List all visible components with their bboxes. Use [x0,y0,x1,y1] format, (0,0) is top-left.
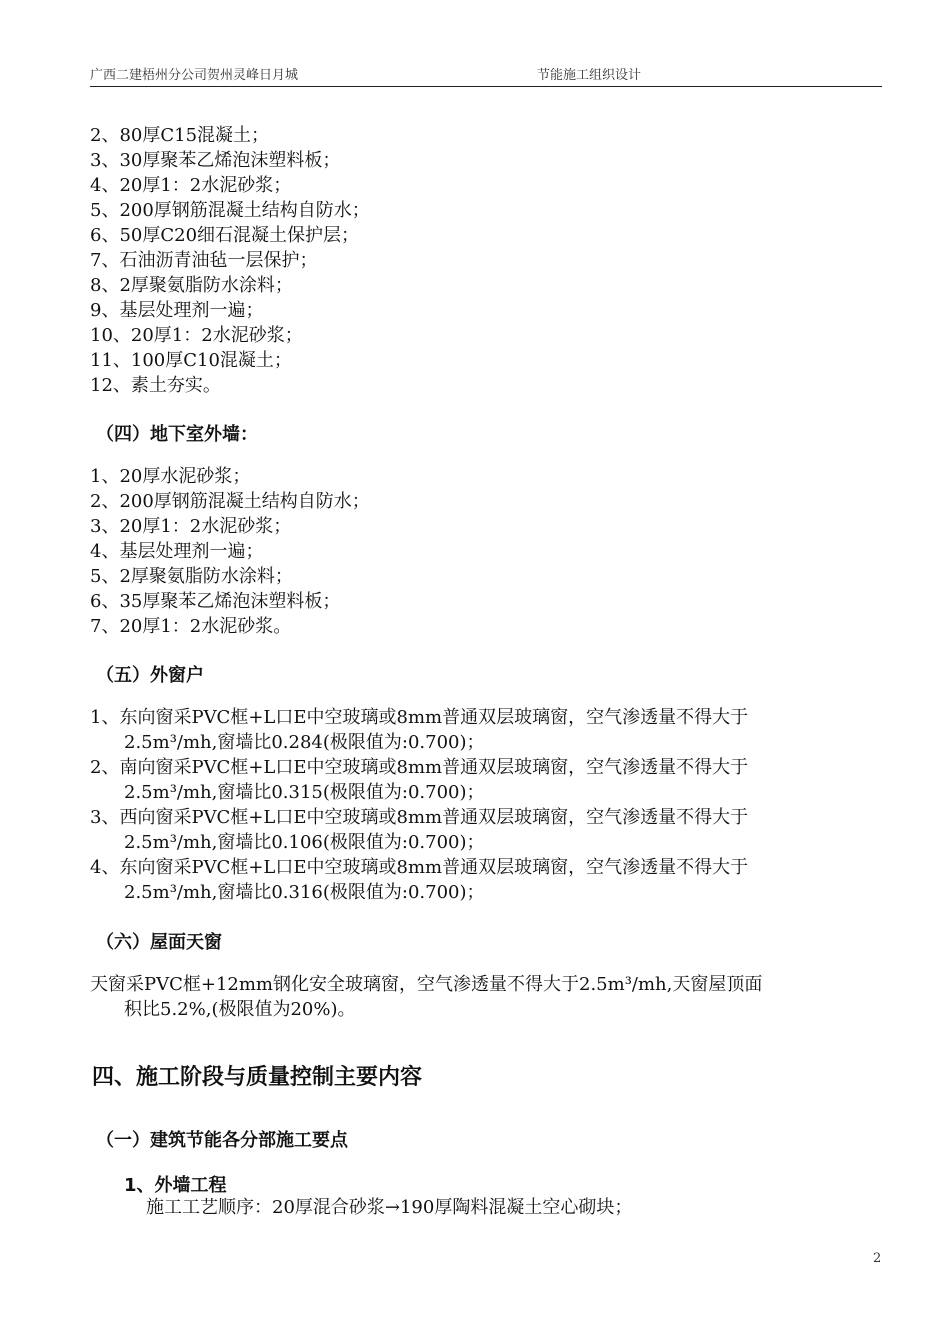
list-item: 2、80厚C15混凝土； [90,125,270,146]
window-item-continuation: 2.5m³/mh,窗墙比0.106(极限值为:0.700)； [124,832,485,853]
window-item-line: 2、南向窗采PVC框+L口E中空玻璃或8mm普通双层玻璃窗，空气渗透量不得大于 [90,757,749,778]
subsection-heading: （一）建筑节能各分部施工要点 [96,1130,348,1151]
list-item: 12、素土夯实。 [90,375,221,396]
list-item: 7、20厚1：2水泥砂浆。 [90,616,292,637]
chapter-heading: 四、施工阶段与质量控制主要内容 [92,1065,423,1090]
process-text: 施工工艺顺序：20厚混合砂浆→190厚陶料混凝土空心砌块； [146,1197,633,1218]
window-item-line: 1、东向窗采PVC框+L口E中空玻璃或8mm普通双层玻璃窗，空气渗透量不得大于 [90,707,749,728]
list-item: 7、石油沥青油毡一层保护； [90,250,318,271]
item-heading-exterior-wall: 1、外墙工程 [124,1175,227,1196]
page-number: 2 [873,1251,882,1266]
window-item-line: 4、东向窗采PVC框+L口E中空玻璃或8mm普通双层玻璃窗，空气渗透量不得大于 [90,857,749,878]
page-header [90,62,882,87]
list-item: 3、30厚聚苯乙烯泡沫塑料板； [90,150,341,171]
list-item: 6、35厚聚苯乙烯泡沫塑料板； [90,591,341,612]
section-heading-basement-wall: （四）地下室外墙： [96,424,258,445]
list-item: 4、基层处理剂一遍； [90,541,264,562]
skylight-text-continuation: 积比5.2%,(极限值为20%)。 [124,999,356,1020]
list-item: 10、20厚1：2水泥砂浆； [90,325,303,346]
header-right-text: 节能施工组织设计 [537,68,642,83]
window-item-continuation: 2.5m³/mh,窗墙比0.316(极限值为:0.700)； [124,882,485,903]
header-left-text: 广西二建梧州分公司贺州灵峰日月城 [90,68,299,83]
list-item: 9、基层处理剂一遍； [90,300,264,321]
list-item: 8、2厚聚氨脂防水涂料； [90,275,293,296]
list-item: 4、20厚1：2水泥砂浆； [90,175,292,196]
skylight-text-line: 天窗采PVC框+12mm钢化安全玻璃窗，空气渗透量不得大于2.5m³/mh,天窗屋顶面 [90,974,763,995]
list-item: 5、2厚聚氨脂防水涂料； [90,566,293,587]
section-heading-skylight: （六）屋面天窗 [96,932,222,953]
list-item: 3、20厚1：2水泥砂浆； [90,516,292,537]
window-item-continuation: 2.5m³/mh,窗墙比0.315(极限值为:0.700)； [124,782,485,803]
window-item-continuation: 2.5m³/mh,窗墙比0.284(极限值为:0.700)； [124,732,485,753]
list-item: 2、200厚钢筋混凝土结构自防水； [90,491,370,512]
list-item: 1、20厚水泥砂浆； [90,466,251,487]
window-item-line: 3、西向窗采PVC框+L口E中空玻璃或8mm普通双层玻璃窗，空气渗透量不得大于 [90,807,749,828]
list-item: 6、50厚C20细石混凝土保护层； [90,225,360,246]
list-item: 5、200厚钢筋混凝土结构自防水； [90,200,370,221]
section-heading-windows: （五）外窗户 [96,665,204,686]
list-item: 11、100厚C10混凝土； [90,350,292,371]
